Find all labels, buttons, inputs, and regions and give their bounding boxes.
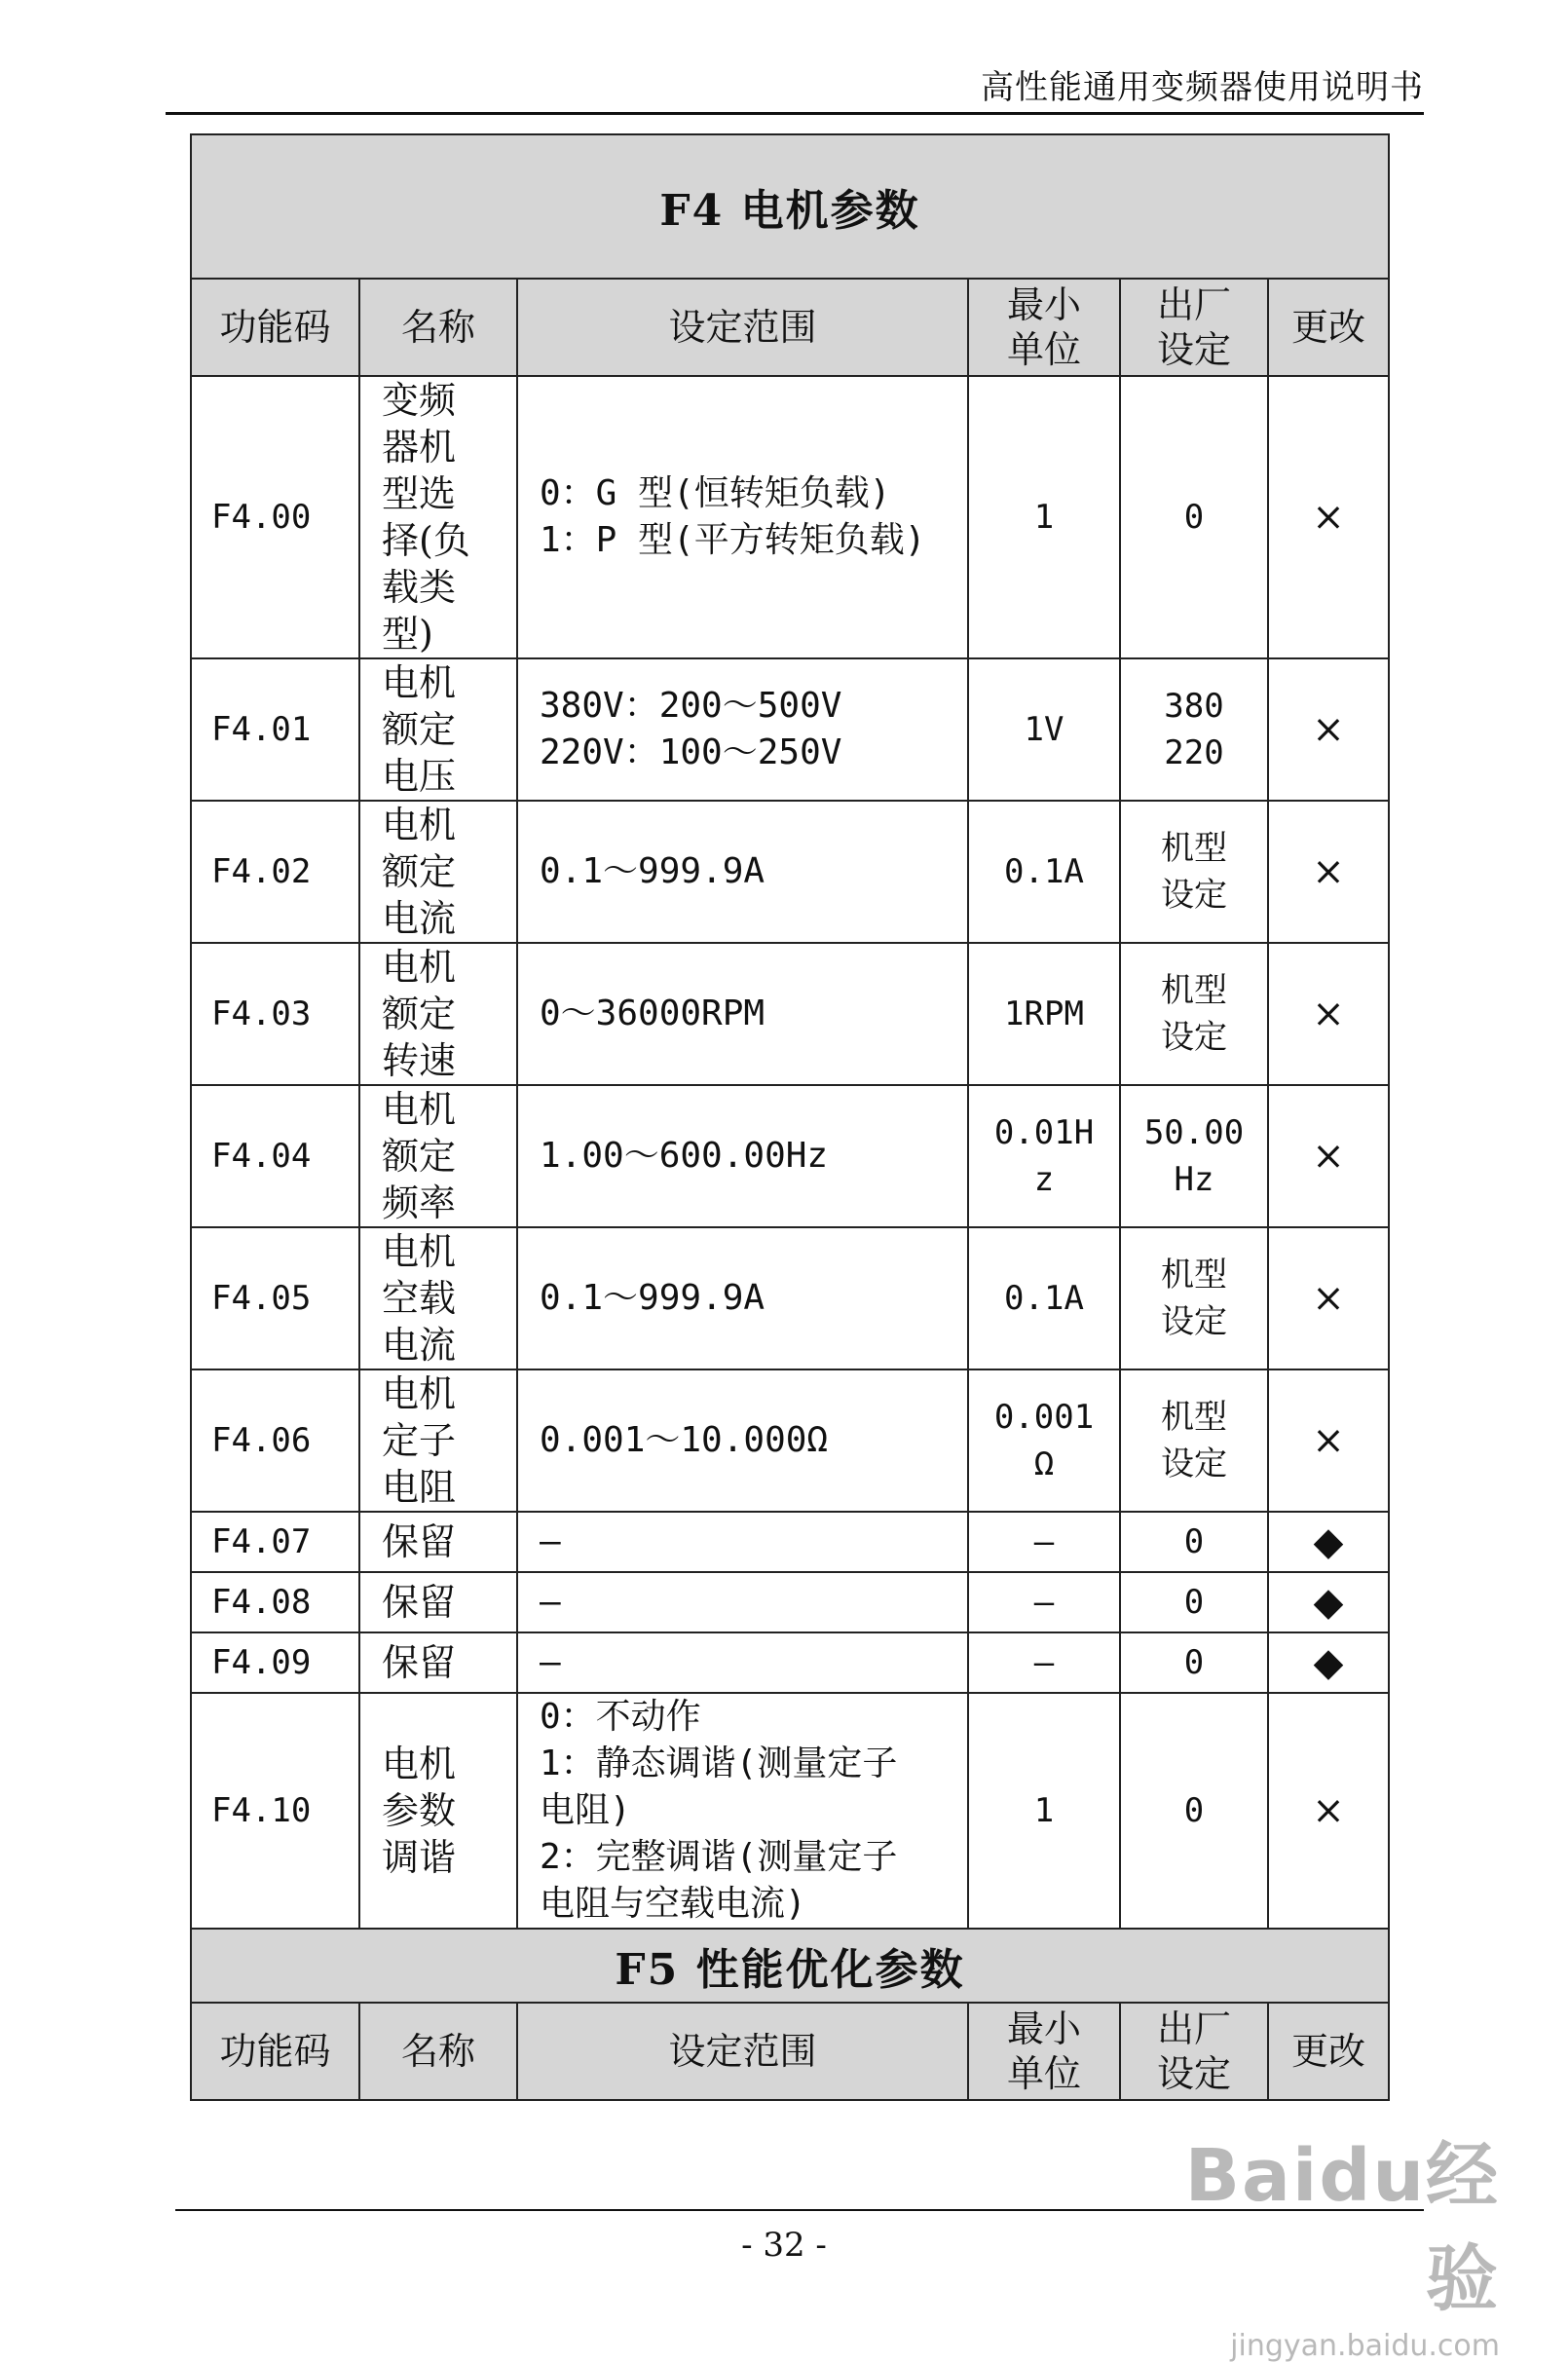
cell-name: 电机 参数 调谐 [359, 1693, 517, 1929]
cell-name: 电机 额定 转速 [359, 943, 517, 1085]
cell-default: 机型 设定 [1120, 943, 1268, 1085]
parameter-table [190, 133, 1390, 2101]
cell-unit: 1 [968, 1693, 1120, 1929]
cell-name: 电机 空载 电流 [359, 1227, 517, 1369]
cell-code: F4.04 [191, 1085, 359, 1227]
cell-default: 0 [1120, 376, 1268, 658]
column-header-change: 更改 [1268, 279, 1389, 376]
table-row [191, 376, 1389, 658]
column-header-unit: 最小 单位 [968, 2003, 1120, 2100]
column-header-code: 功能码 [191, 279, 359, 376]
table-row [191, 1632, 1389, 1693]
cell-change: × [1268, 801, 1389, 943]
cell-code: F4.03 [191, 943, 359, 1085]
cell-unit: 1 [968, 376, 1120, 658]
table-row [191, 801, 1389, 943]
table-row [191, 1572, 1389, 1632]
watermark-brand: Baidu经验 [1184, 2134, 1500, 2321]
cell-range: 0：G 型(恒转矩负载) 1：P 型(平方转矩负载) [517, 376, 968, 658]
section-title-f4-text: F4 电机参数 [659, 186, 920, 236]
section-title-f4 [191, 134, 1389, 279]
column-header-default: 出厂 设定 [1120, 2003, 1268, 2100]
cell-code: F4.00 [191, 376, 359, 658]
cell-range: 380V：200～500V 220V：100～250V [517, 658, 968, 801]
column-header-name: 名称 [359, 279, 517, 376]
column-header-code: 功能码 [191, 2003, 359, 2100]
cell-range: — [517, 1572, 968, 1632]
column-header-row-f5 [191, 2003, 1389, 2100]
cell-code: F4.09 [191, 1632, 359, 1693]
cell-change: × [1268, 1227, 1389, 1369]
watermark-url: jingyan.baidu.com [1230, 2329, 1500, 2363]
cell-range: 0.1～999.9A [517, 1227, 968, 1369]
cell-change: ◆ [1268, 1632, 1389, 1693]
table-row [191, 658, 1389, 801]
cell-default: 0 [1120, 1512, 1268, 1572]
cell-change: × [1268, 1693, 1389, 1929]
cell-range: — [517, 1512, 968, 1572]
cell-code: F4.07 [191, 1512, 359, 1572]
cell-unit: 0.1A [968, 1227, 1120, 1369]
cell-code: F4.05 [191, 1227, 359, 1369]
cell-default: 50.00 Hz [1120, 1085, 1268, 1227]
cell-name: 保留 [359, 1572, 517, 1632]
cell-code: F4.08 [191, 1572, 359, 1632]
cell-change: ◆ [1268, 1572, 1389, 1632]
cell-default: 0 [1120, 1693, 1268, 1929]
column-header-range: 设定范围 [517, 2003, 968, 2100]
cell-unit: — [968, 1512, 1120, 1572]
cell-unit: 1RPM [968, 943, 1120, 1085]
document-header-title: 高性能通用变频器使用说明书 [981, 68, 1424, 107]
page-number: - 32 - [741, 2226, 827, 2265]
cell-name: 电机 额定 电流 [359, 801, 517, 943]
table-row [191, 1227, 1389, 1369]
cell-range: 0～36000RPM [517, 943, 968, 1085]
column-header-name: 名称 [359, 2003, 517, 2100]
cell-default: 0 [1120, 1572, 1268, 1632]
cell-range: 0.1～999.9A [517, 801, 968, 943]
cell-range: — [517, 1632, 968, 1693]
section-title-f5: F5 性能优化参数 [191, 1929, 1389, 2003]
cell-code: F4.06 [191, 1369, 359, 1512]
header-rule [166, 112, 1424, 115]
cell-unit: 0.01H z [968, 1085, 1120, 1227]
cell-name: 保留 [359, 1632, 517, 1693]
table-row [191, 1512, 1389, 1572]
table-row [191, 943, 1389, 1085]
table-row [191, 1369, 1389, 1512]
cell-default: 机型 设定 [1120, 801, 1268, 943]
cell-default: 380 220 [1120, 658, 1268, 801]
cell-unit: — [968, 1572, 1120, 1632]
cell-name: 电机 定子 电阻 [359, 1369, 517, 1512]
cell-change: × [1268, 376, 1389, 658]
cell-range: 0.001～10.000Ω [517, 1369, 968, 1512]
cell-unit: — [968, 1632, 1120, 1693]
cell-code: F4.02 [191, 801, 359, 943]
column-header-range: 设定范围 [517, 279, 968, 376]
cell-unit: 0.001 Ω [968, 1369, 1120, 1512]
cell-default: 机型 设定 [1120, 1369, 1268, 1512]
cell-unit: 1V [968, 658, 1120, 801]
cell-change: × [1268, 1085, 1389, 1227]
cell-change: ◆ [1268, 1512, 1389, 1572]
cell-name: 电机 额定 电压 [359, 658, 517, 801]
cell-range: 1.00～600.00Hz [517, 1085, 968, 1227]
cell-change: × [1268, 658, 1389, 801]
cell-change: × [1268, 1369, 1389, 1512]
cell-name: 保留 [359, 1512, 517, 1572]
table-row [191, 1693, 1389, 1929]
cell-change: × [1268, 943, 1389, 1085]
watermark [1130, 2119, 1500, 2363]
cell-unit: 0.1A [968, 801, 1120, 943]
cell-default: 0 [1120, 1632, 1268, 1693]
column-header-unit: 最小 单位 [968, 279, 1120, 376]
column-header-row-f4 [191, 279, 1389, 376]
column-header-default: 出厂 设定 [1120, 279, 1268, 376]
cell-code: F4.01 [191, 658, 359, 801]
cell-default: 机型 设定 [1120, 1227, 1268, 1369]
cell-code: F4.10 [191, 1693, 359, 1929]
table-row [191, 1085, 1389, 1227]
column-header-change: 更改 [1268, 2003, 1389, 2100]
cell-range: 0：不动作 1：静态调谐(测量定子 电阻) 2：完整调谐(测量定子 电阻与空载电流) [517, 1693, 968, 1929]
cell-name: 电机 额定 频率 [359, 1085, 517, 1227]
cell-name: 变频 器机 型选 择(负 载类 型) [359, 376, 517, 658]
